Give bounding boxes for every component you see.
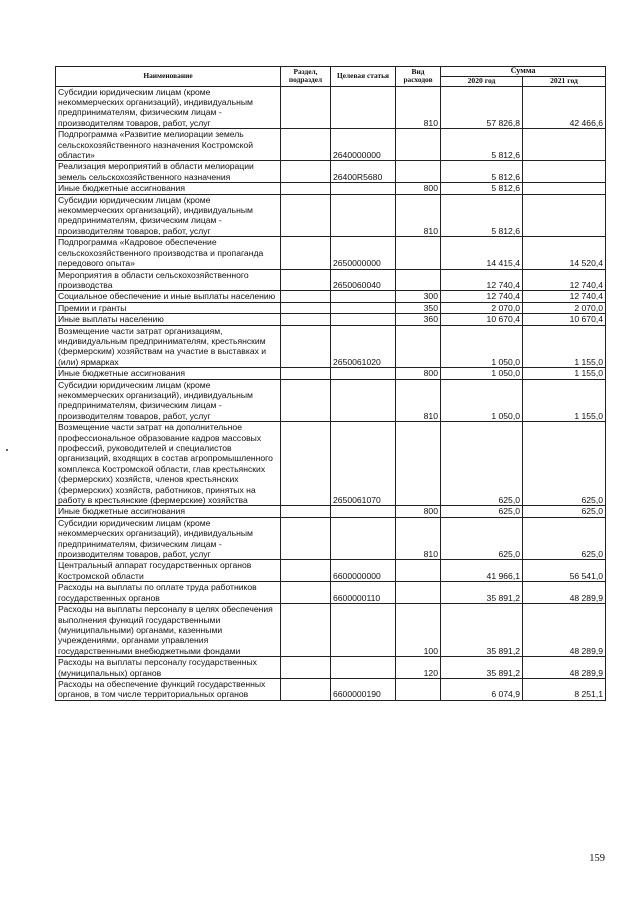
row-target [331,302,396,313]
row-value-2021: 48 289,9 [523,604,606,657]
row-value-2021: 1 155,0 [523,368,606,379]
row-name: Расходы на обеспечение функций государственных органов, в том числе территориальных органов [56,678,281,700]
row-target: 2650060040 [331,269,396,291]
row-value-2021: 8 251,1 [523,678,606,700]
header-section: Раздел, подраздел [281,67,331,87]
row-name: Субсидии юридическим лицам (кроме некоммерческих организаций), индивидуальным предпринимателям, физическим лицам - производителям товаров, работ, услуг [56,517,281,560]
row-target: 6600000000 [331,560,396,582]
row-value-2021: 625,0 [523,517,606,560]
row-kind: 120 [396,657,441,679]
row-target: 26400R5680 [331,161,396,183]
row-value-2020: 1 050,0 [441,325,523,368]
table-row [56,678,606,700]
header-year-2021: 2021 год [523,76,606,86]
row-name: Иные выплаты населению [56,314,281,325]
row-name: Расходы на выплаты персоналу в целях обеспечения выполнения функций государственными (муниципальными) органами, казенными учреждениями, органами управления государственными внебюджетными фондами [56,604,281,657]
table-row [56,657,606,679]
row-value-2020: 625,0 [441,422,523,506]
row-kind: 810 [396,194,441,237]
row-name: Подпрограмма «Кадровое обеспечение сельскохозяйственного производства и пропаганда передового опыта» [56,237,281,269]
table-row [56,302,606,313]
row-value-2020: 5 812,6 [441,194,523,237]
row-kind: 100 [396,604,441,657]
row-value-2020: 6 074,9 [441,678,523,700]
row-section [281,506,331,517]
table-header [56,67,606,87]
row-name: Иные бюджетные ассигнования [56,368,281,379]
table-row [56,506,606,517]
row-kind: 800 [396,506,441,517]
row-value-2020: 41 966,1 [441,560,523,582]
table-row [56,422,606,506]
row-name: Субсидии юридическим лицам (кроме некоммерческих организаций), индивидуальным предпринимателям, физическим лицам - производителям товаров, работ, услуг [56,86,281,129]
row-value-2021: 1 155,0 [523,325,606,368]
row-kind: 300 [396,291,441,302]
row-value-2020: 625,0 [441,506,523,517]
row-value-2021: 56 541,0 [523,560,606,582]
table-row [56,517,606,560]
row-target: 6600000110 [331,582,396,604]
row-section [281,314,331,325]
row-target [331,604,396,657]
table-row [56,604,606,657]
row-kind [396,678,441,700]
row-name: Возмещение части затрат организациям, индивидуальным предпринимателям, крестьянским (фермерским) хозяйствам на участие в выставках и (или) ярмарках [56,325,281,368]
row-section [281,194,331,237]
row-value-2020: 1 050,0 [441,379,523,422]
row-value-2021 [523,194,606,237]
table-row [56,129,606,161]
table-row [56,325,606,368]
row-section [281,582,331,604]
row-target: 2650061020 [331,325,396,368]
header-year-2020: 2020 год [441,76,523,86]
row-kind [396,129,441,161]
row-kind: 360 [396,314,441,325]
table-row [56,291,606,302]
row-name: Подпрограмма «Развитие мелиорации земель сельскохозяйственного назначения Костромской области» [56,129,281,161]
row-section [281,161,331,183]
row-value-2021: 12 740,4 [523,269,606,291]
table-row [56,183,606,194]
row-kind: 810 [396,517,441,560]
row-section [281,183,331,194]
row-value-2021: 48 289,9 [523,582,606,604]
row-target [331,657,396,679]
row-value-2021 [523,161,606,183]
row-value-2020: 35 891,2 [441,604,523,657]
row-target [331,194,396,237]
row-name: Социальное обеспечение и иные выплаты населению [56,291,281,302]
row-section [281,86,331,129]
row-value-2021: 2 070,0 [523,302,606,313]
row-target: 6600000190 [331,678,396,700]
row-section [281,560,331,582]
row-section [281,422,331,506]
row-name: Субсидии юридическим лицам (кроме некоммерческих организаций), индивидуальным предпринимателям, физическим лицам - производителям товаров, работ, услуг [56,379,281,422]
row-kind: 800 [396,368,441,379]
row-kind [396,422,441,506]
row-value-2021: 10 670,4 [523,314,606,325]
row-target [331,379,396,422]
table-body [56,86,606,700]
row-kind: 350 [396,302,441,313]
row-section [281,657,331,679]
budget-table [55,66,606,701]
row-name: Возмещение части затрат на дополнительное профессиональное образование кадров массовых профессий, руководителей и специалистов организаций, входящих в состав агропромышленного комплекса Костромской области, глав крестьянских (фермерских) хозяйств, членов крестьянских (фермерских) хозяйств, работников, принятых на работу в крестьянские (фермерские) хозяйства [56,422,281,506]
row-kind [396,560,441,582]
row-value-2021 [523,129,606,161]
row-section [281,302,331,313]
row-value-2020: 12 740,4 [441,291,523,302]
row-value-2020: 35 891,2 [441,657,523,679]
row-value-2020: 5 812,6 [441,129,523,161]
row-section [281,129,331,161]
row-value-2020: 2 070,0 [441,302,523,313]
table-row [56,269,606,291]
row-name: Иные бюджетные ассигнования [56,183,281,194]
row-value-2021: 625,0 [523,422,606,506]
row-value-2021: 625,0 [523,506,606,517]
header-sum: Сумма [441,67,606,77]
row-name: Расходы на выплаты по оплате труда работников государственных органов [56,582,281,604]
row-name: Реализация мероприятий в области мелиорации земель сельскохозяйственного назначения [56,161,281,183]
table-row [56,194,606,237]
table-row [56,161,606,183]
row-kind [396,269,441,291]
row-kind: 810 [396,379,441,422]
row-kind: 800 [396,183,441,194]
header-name: Наименование [56,67,281,87]
row-value-2021: 1 155,0 [523,379,606,422]
row-target [331,517,396,560]
row-kind [396,237,441,269]
table-row [56,368,606,379]
header-target: Целевая статья [331,67,396,87]
row-value-2020: 12 740,4 [441,269,523,291]
row-value-2021: 14 520,4 [523,237,606,269]
row-target [331,183,396,194]
table-row [56,314,606,325]
page-number: 159 [589,853,605,864]
row-name: Премии и гранты [56,302,281,313]
row-target: 2650061070 [331,422,396,506]
row-value-2020: 57 826,8 [441,86,523,129]
row-name: Мероприятия в области сельскохозяйственного производства [56,269,281,291]
row-section [281,517,331,560]
row-section [281,325,331,368]
row-kind: 810 [396,86,441,129]
row-value-2020: 5 812,6 [441,161,523,183]
row-value-2021: 12 740,4 [523,291,606,302]
row-section [281,368,331,379]
row-value-2020: 14 415,4 [441,237,523,269]
table-row [56,379,606,422]
row-value-2020: 625,0 [441,517,523,560]
row-value-2020: 1 050,0 [441,368,523,379]
row-value-2021: 48 289,9 [523,657,606,679]
row-section [281,379,331,422]
row-target [331,506,396,517]
row-kind [396,325,441,368]
row-name: Иные бюджетные ассигнования [56,506,281,517]
margin-mark [6,449,8,451]
row-value-2021: 42 466,6 [523,86,606,129]
row-value-2020: 5 812,6 [441,183,523,194]
row-target [331,291,396,302]
row-name: Субсидии юридическим лицам (кроме некоммерческих организаций), индивидуальным предпринимателям, физическим лицам - производителям товаров, работ, услуг [56,194,281,237]
row-target: 2640000000 [331,129,396,161]
table-row [56,86,606,129]
row-target [331,368,396,379]
table-row [56,237,606,269]
row-section [281,269,331,291]
row-target: 2650000000 [331,237,396,269]
row-value-2021 [523,183,606,194]
row-kind [396,582,441,604]
row-value-2020: 35 891,2 [441,582,523,604]
row-name: Центральный аппарат государственных органов Костромской области [56,560,281,582]
row-target [331,314,396,325]
row-section [281,237,331,269]
table-row [56,560,606,582]
row-value-2020: 10 670,4 [441,314,523,325]
table-row [56,582,606,604]
row-target [331,86,396,129]
row-kind [396,161,441,183]
header-kind: Вид расходов [396,67,441,87]
row-name: Расходы на выплаты персоналу государственных (муниципальных) органов [56,657,281,679]
row-section [281,291,331,302]
row-section [281,604,331,657]
row-section [281,678,331,700]
